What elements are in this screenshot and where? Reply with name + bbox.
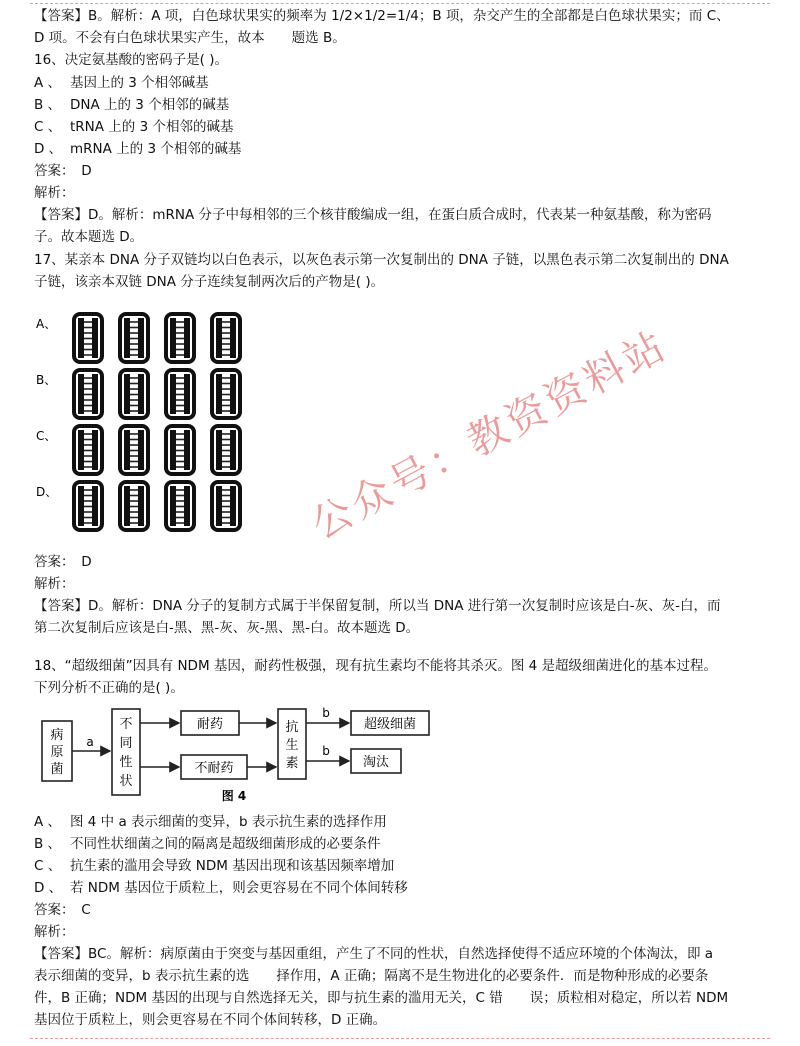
- dna-strand-right: [92, 486, 98, 526]
- dna-strand-left: [170, 430, 176, 470]
- pathogen-char: 原: [50, 745, 64, 760]
- explanation-17-line-2: 第二次复制后应该是白-黑、黑-灰、灰-黑、黑-白。故本题选 D。: [34, 620, 420, 636]
- dna-strand-left: [170, 486, 176, 526]
- dna-strand-left: [216, 486, 222, 526]
- dna-strand-left: [170, 318, 176, 358]
- dna-strand-right: [230, 430, 236, 470]
- analysis-label-17: 解析：: [34, 576, 75, 592]
- question-17-line-2: 子链，该亲本双链 DNA 分子连续复制两次后的产物是( )。: [34, 274, 385, 290]
- label-b-top: b: [322, 706, 330, 720]
- strand-row-label: A、: [36, 317, 57, 331]
- dna-replication-figure: [34, 304, 294, 540]
- prev-answer-line-1: 【答案】B。解析：A 项，白色球状果实的频率为 1/2×1/2=1/4；B 项，杂交产生的全部都是白色球状果实；而 C、: [34, 8, 730, 24]
- option-text: 不同性状细菌之间的隔离是超级细菌形成的必要条件: [70, 836, 381, 852]
- dna-strand-right: [184, 318, 190, 358]
- dna-strand-left: [216, 318, 222, 358]
- analysis-label-18: 解析：: [34, 924, 75, 940]
- q16-option-c: [34, 117, 233, 137]
- option-letter: A 、: [34, 75, 62, 91]
- option-letter: D 、: [34, 880, 63, 896]
- option-text: 基因上的 3 个相邻碱基: [70, 75, 209, 91]
- figure-4-caption: 图 4: [221, 789, 247, 803]
- antibiotic-char: 抗: [285, 720, 299, 735]
- answer-16: 答案： D: [34, 163, 92, 179]
- dna-strand-right: [230, 486, 236, 526]
- strand-row-label: D、: [36, 485, 58, 499]
- dna-strand-left: [78, 318, 84, 358]
- option-letter: B 、: [34, 97, 62, 113]
- option-text: 抗生素的滥用会导致 NDM 基因出现和该基因频率增加: [70, 858, 395, 874]
- strand-row-label: C、: [36, 429, 57, 443]
- option-text: 若 NDM 基因位于质粒上，则会更容易在不同个体间转移: [70, 880, 408, 896]
- analysis-label-16: 解析：: [34, 185, 75, 201]
- strand-row-label: B、: [36, 373, 57, 387]
- option-text: DNA 上的 3 个相邻的碱基: [70, 97, 230, 113]
- traits-char: 状: [119, 774, 133, 789]
- dna-strand-left: [124, 318, 130, 358]
- q18-option-d: [34, 878, 408, 898]
- option-text: mRNA 上的 3 个相邻的碱基: [70, 141, 242, 157]
- option-letter: C 、: [34, 119, 62, 135]
- bottom-divider: [30, 1038, 770, 1039]
- non-resistant-text: 不耐药: [194, 761, 234, 776]
- option-letter: B 、: [34, 836, 62, 852]
- option-letter: A 、: [34, 814, 62, 830]
- dna-strand-right: [230, 318, 236, 358]
- dna-strand-right: [138, 318, 144, 358]
- traits-char: 性: [119, 755, 133, 770]
- watermark: 公众号：教资资料站: [304, 322, 676, 549]
- prev-answer-line-2: D 项。不会有白色球状果实产生，故本 题选 B。: [34, 30, 346, 46]
- q18-option-a: [34, 812, 387, 832]
- super-bacteria-text: 超级细菌: [363, 717, 417, 732]
- q16-option-d: [34, 139, 241, 159]
- question-18-line-2: 下列分析不正确的是( )。: [34, 680, 184, 696]
- explanation-18-line-2: 表示细菌的变异，b 表示抗生素的选 择作用，A 正确；隔离不是生物进化的必要条件．而是物种形成的必要条: [34, 968, 709, 984]
- dna-strand-left: [124, 486, 130, 526]
- option-text: tRNA 上的 3 个相邻的碱基: [70, 119, 234, 135]
- q18-option-c: [34, 856, 394, 876]
- traits-char: 不: [119, 717, 133, 732]
- explanation-18-line-3: 件，B 正确；NDM 基因的出现与自然选择无关，即与抗生素的滥用无关，C 错 误；质粒相对稳定，所以若 NDM: [34, 990, 729, 1006]
- q16-option-a: [34, 73, 209, 93]
- option-text: 图 4 中 a 表示细菌的变异，b 表示抗生素的选择作用: [70, 814, 387, 830]
- dna-strand-right: [138, 430, 144, 470]
- question-16: 16、决定氨基酸的密码子是( )。: [34, 52, 229, 68]
- dna-strand-right: [138, 374, 144, 414]
- answer-18: 答案： C: [34, 902, 91, 918]
- question-17-line-1: 17、某亲本 DNA 分子双链均以白色表示，以灰色表示第一次复制出的 DNA 子链，以黑色表示第二次复制出的 DNA: [34, 252, 729, 268]
- dna-strand-right: [184, 374, 190, 414]
- eliminated-text: 淘汰: [362, 755, 390, 770]
- dna-strand-left: [124, 374, 130, 414]
- traits-char: 同: [119, 736, 133, 751]
- explanation-16-line-1: 【答案】D。解析：mRNA 分子中每相邻的三个核苷酸编成一组，在蛋白质合成时，代表某一种氨基酸，称为密码: [34, 207, 712, 223]
- resistant-text: 耐药: [196, 717, 224, 732]
- dna-strand-left: [170, 374, 176, 414]
- dna-strand-right: [184, 486, 190, 526]
- dna-strand-right: [184, 430, 190, 470]
- option-letter: C 、: [34, 858, 62, 874]
- dna-strand-right: [92, 430, 98, 470]
- q18-option-b: [34, 834, 381, 854]
- pathogen-char: 菌: [50, 762, 64, 777]
- antibiotic-char: 素: [285, 756, 299, 771]
- dna-strand-left: [216, 430, 222, 470]
- option-letter: D 、: [34, 141, 63, 157]
- dna-strand-right: [230, 374, 236, 414]
- dna-strand-right: [138, 486, 144, 526]
- explanation-16-line-2: 子。故本题选 D。: [34, 229, 144, 245]
- q16-option-b: [34, 95, 229, 115]
- dna-strand-left: [124, 430, 130, 470]
- top-divider: [30, 3, 770, 4]
- label-a: a: [86, 735, 94, 749]
- antibiotic-char: 生: [285, 738, 299, 753]
- dna-strand-left: [78, 374, 84, 414]
- dna-strand-right: [92, 374, 98, 414]
- dna-strand-left: [78, 430, 84, 470]
- pathogen-char: 病: [50, 728, 64, 743]
- explanation-18-line-4: 基因位于质粒上，则会更容易在不同个体间转移，D 正确。: [34, 1012, 387, 1028]
- dna-strand-left: [216, 374, 222, 414]
- dna-strand-left: [78, 486, 84, 526]
- explanation-17-line-1: 【答案】D。解析：DNA 分子的复制方式属于半保留复制，所以当 DNA 进行第一次复制时应该是白-灰、灰-白，而: [34, 598, 721, 614]
- label-b-bottom: b: [322, 744, 330, 758]
- explanation-18-line-1: 【答案】BC。解析：病原菌由于突变与基因重组，产生了不同的性状，自然选择使得不适应环境的个体淘汰，即 a: [34, 946, 714, 962]
- question-18-line-1: 18、“超级细菌”因具有 NDM 基因，耐药性极强，现有抗生素均不能将其杀灭。图 4 是超级细菌进化的基本过程。: [34, 658, 718, 674]
- figure-4-evolution-diagram: [34, 703, 434, 805]
- answer-17: 答案： D: [34, 554, 92, 570]
- dna-strand-right: [92, 318, 98, 358]
